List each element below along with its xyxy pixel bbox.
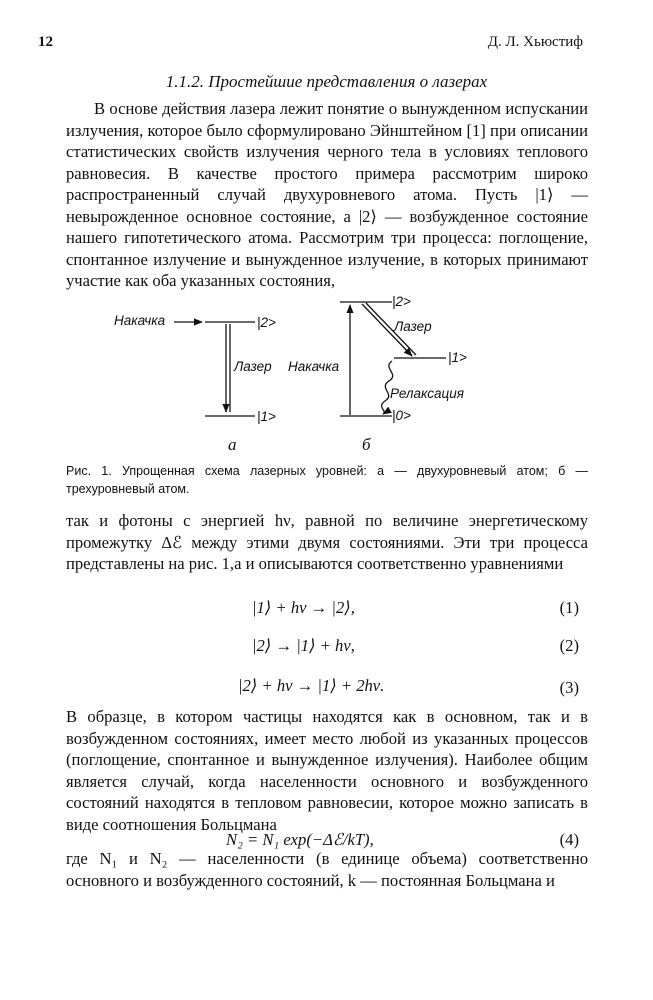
equation-1: |1⟩ + hν → |2⟩, xyxy=(252,598,355,617)
equation-3-number: (3) xyxy=(559,678,579,697)
figure-energy-levels xyxy=(100,290,500,465)
figure-caption: Рис. 1. Упрощенная схема лазерных уровней: а — двухуровневый атом; б — трехуровневый атом. xyxy=(66,464,588,496)
fig-b-bottom-level-label: |0> xyxy=(392,408,411,423)
paragraph-intro: В основе действия лазера лежит понятие о вынужденном испускании излучения, которое было сформулировано Эйнштейном [1] при описании статистических свойств излучения черного тела в условиях теплового равновесия. В качестве простого примера рассмотрим широко распространенный случай двухуровневого атома. Пусть |1⟩ — невырожденное основное состояние, а |2⟩ — возбужденное состояние нашего гипотетического атома. Рассмотрим три процесса: поглощение, спонтанное излучение и вынужденное излучение, в которых принимают участие как оба указанных состояния, xyxy=(66,99,588,290)
paragraph-boltzmann: В образце, в котором частицы находятся как в основном, так и в возбужденном состояниях, имеет место любой из указанных процессов (поглощение, спонтанное и вынужденное излучения). Наиболее общим является случай, когда населенности основного и возбужденного состояний находятся в тепловом равновесии, которое можно записать в виде соотношения Больцмана xyxy=(66,707,588,834)
fig-b-panel-letter: б xyxy=(362,435,371,454)
fig-a-lower-level-label: |1> xyxy=(257,409,276,424)
running-header-author: Д. Л. Хьюстиф xyxy=(487,34,583,50)
fig-b-relaxation-label: Релаксация xyxy=(390,386,464,401)
fig-a-pump-label: Накачка xyxy=(114,313,166,328)
equation-2-number: (2) xyxy=(559,636,579,655)
energy-level-diagram xyxy=(100,290,500,460)
fig-b-laser-label: Лазер xyxy=(394,319,432,334)
equation-4: N₂ = N₁ exp(−Δℰ/kT), xyxy=(226,830,374,849)
fig-b-pump-label: Накачка xyxy=(288,359,340,374)
equation-4-number: (4) xyxy=(559,830,579,849)
section-title: 1.1.2. Простейшие представления о лазерах xyxy=(165,72,488,91)
equation-2: |2⟩ → |1⟩ + hν, xyxy=(252,636,355,655)
equation-3: |2⟩ + hν → |1⟩ + 2hν. xyxy=(238,676,385,695)
paragraph-populations: где N₁ и N₂ — населенности (в единице объема) соответственно основного и возбужденного состояний, k — постоянная Больцмана и xyxy=(66,849,588,890)
fig-b-mid-level-label: |1> xyxy=(448,350,467,365)
equation-1-number: (1) xyxy=(559,598,579,617)
page-number: 12 xyxy=(38,34,53,50)
fig-a-upper-level-label: |2> xyxy=(257,315,276,330)
fig-a-laser-label: Лазер xyxy=(234,359,272,374)
fig-b-top-level-label: |2> xyxy=(392,294,411,309)
fig-a-panel-letter: а xyxy=(228,435,237,454)
paragraph-photons: так и фотоны с энергией hν, равной по величине энергетическому промежутку Δℰ между этими двумя состояниями. Эти три процесса представлены на рис. 1,а и описываются соответственно уравнениями xyxy=(66,511,588,573)
